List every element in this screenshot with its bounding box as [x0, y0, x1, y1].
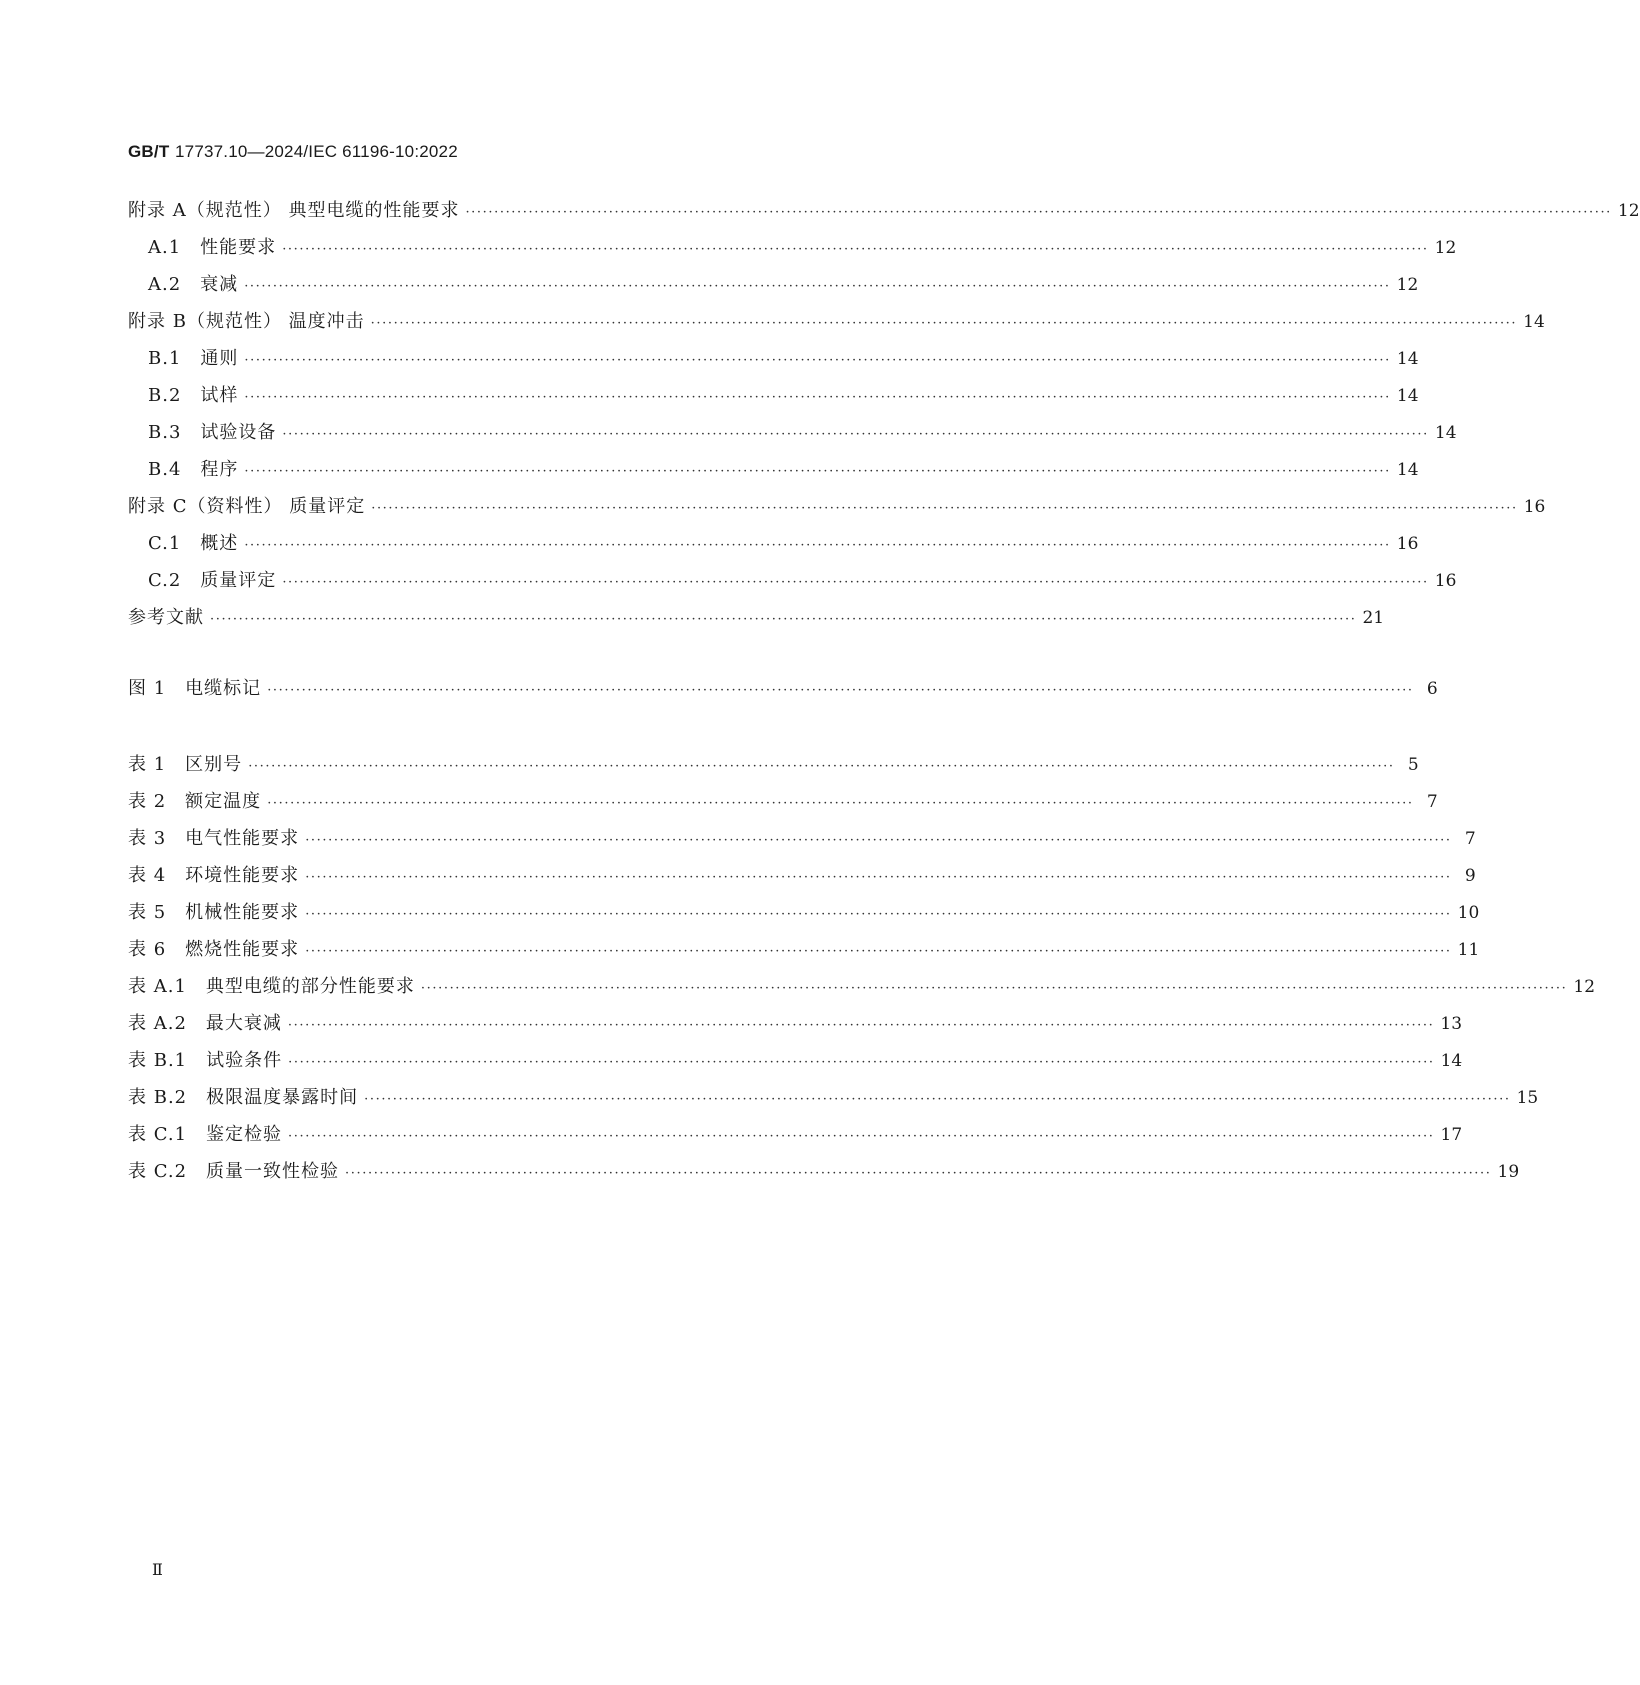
standard-number: 17737.10—2024/IEC 61196-10:2022 — [175, 142, 458, 161]
toc-leader-dots: ········································································································································································································ — [420, 981, 1568, 996]
toc-entry-title: 表 3 电气性能要求 — [128, 828, 300, 849]
toc-leader-dots: ········································································································································································································ — [305, 870, 1452, 885]
toc-entry[interactable] — [128, 898, 1480, 935]
toc-entry[interactable] — [128, 861, 1476, 898]
toc-entry-page: 14 — [1440, 1051, 1463, 1071]
toc-entry[interactable] — [128, 566, 1457, 603]
toc-entry-page: 14 — [1523, 312, 1545, 332]
toc-leader-dots: ········································································································································································································ — [244, 464, 1391, 479]
toc-leader-dots: ········································································································································································································ — [287, 1018, 1435, 1033]
toc-entry[interactable] — [128, 381, 1419, 418]
toc-entry-page: 7 — [1426, 792, 1438, 812]
toc-entry[interactable] — [128, 1120, 1463, 1157]
toc-leader-dots: ········································································································································································································ — [282, 575, 1429, 590]
toc-entry-title: 表 6 燃烧性能要求 — [128, 939, 300, 960]
toc-entry[interactable] — [128, 529, 1419, 566]
toc-entry[interactable] — [128, 1157, 1520, 1194]
toc-annex-list — [128, 196, 1640, 640]
toc-entry-page: 16 — [1434, 571, 1457, 591]
toc-entry[interactable] — [128, 270, 1419, 307]
toc-entry-title: 表 B.2 极限温度暴露时间 — [128, 1087, 359, 1108]
toc-entry-title: B.1 通则 — [148, 348, 239, 369]
toc-leader-dots: ········································································································································································································ — [465, 205, 1612, 220]
toc-entry-page: 14 — [1396, 386, 1419, 406]
toc-entry-title: 表 5 机械性能要求 — [128, 902, 300, 923]
toc-entry-page: 16 — [1396, 534, 1419, 554]
toc-entry-title: 图 1 电缆标记 — [128, 678, 262, 699]
toc-entry-title: 表 C.2 质量一致性检验 — [128, 1161, 340, 1182]
toc-entry-title: B.3 试验设备 — [148, 422, 277, 443]
toc-leader-dots: ········································································································································································································ — [282, 242, 1429, 257]
toc-entry-title: 表 4 环境性能要求 — [128, 865, 300, 886]
toc-leader-dots: ········································································································································································································ — [282, 427, 1429, 442]
toc-leader-dots: ········································································································································································································ — [210, 612, 1357, 627]
toc-entry[interactable] — [128, 1046, 1463, 1083]
toc-entry-page: 14 — [1396, 349, 1419, 369]
toc-entry-title: B.2 试样 — [148, 385, 239, 406]
toc-entry[interactable] — [128, 1083, 1539, 1120]
toc-leader-dots: ········································································································································································································ — [345, 1166, 1492, 1181]
toc-entry[interactable] — [128, 674, 1438, 711]
toc-leader-dots: ········································································································································································································ — [288, 1055, 1435, 1070]
toc-entry-title: A.2 衰减 — [148, 274, 239, 295]
toc-entry-title: B.4 程序 — [148, 459, 239, 480]
toc-entry-page: 17 — [1440, 1125, 1463, 1145]
toc-entry-title: C.2 质量评定 — [148, 570, 277, 591]
toc-entry-title: 表 B.1 试验条件 — [128, 1050, 283, 1071]
toc-tables-list — [128, 750, 1596, 1194]
toc-entry-page: 11 — [1457, 940, 1480, 960]
toc-leader-dots: ········································································································································································································ — [267, 796, 1414, 811]
toc-entry[interactable] — [128, 750, 1419, 787]
toc-entry[interactable] — [128, 307, 1545, 344]
toc-entry[interactable] — [128, 455, 1419, 492]
toc-entry[interactable] — [128, 603, 1385, 640]
toc-entry-page: 7 — [1464, 829, 1476, 849]
toc-entry-page: 6 — [1426, 679, 1438, 699]
toc-entry-title: 表 C.1 鉴定检验 — [128, 1124, 283, 1145]
toc-entry[interactable] — [128, 233, 1457, 270]
toc-entry-title: 表 A.2 最大衰减 — [128, 1013, 282, 1034]
toc-entry[interactable] — [128, 492, 1546, 529]
toc-entry-page: 12 — [1573, 977, 1596, 997]
toc-leader-dots: ········································································································································································································ — [305, 907, 1452, 922]
toc-leader-dots: ········································································································································································································ — [370, 316, 1518, 331]
toc-leader-dots: ········································································································································································································ — [364, 1092, 1511, 1107]
toc-entry-page: 15 — [1516, 1088, 1539, 1108]
toc-leader-dots: ········································································································································································································ — [305, 944, 1452, 959]
toc-entry-page: 19 — [1497, 1162, 1520, 1182]
toc-entry-title: 参考文献 — [128, 607, 204, 628]
toc-entry-title: 表 1 区别号 — [128, 754, 243, 775]
toc-entry-title: C.1 概述 — [148, 533, 239, 554]
toc-leader-dots: ········································································································································································································ — [244, 390, 1391, 405]
toc-leader-dots: ········································································································································································································ — [244, 538, 1391, 553]
toc-entry-page: 21 — [1362, 608, 1385, 628]
toc-entry-title: 表 A.1 典型电缆的部分性能要求 — [128, 976, 415, 997]
toc-entry[interactable] — [128, 418, 1457, 455]
toc-entry-page: 16 — [1523, 497, 1546, 517]
toc-entry[interactable] — [128, 344, 1419, 381]
toc-entry-page: 13 — [1440, 1014, 1463, 1034]
toc-entry-page: 14 — [1396, 460, 1419, 480]
toc-leader-dots: ········································································································································································································ — [371, 501, 1518, 516]
toc-leader-dots: ········································································································································································································ — [248, 759, 1395, 774]
standard-code: GB/T — [128, 142, 170, 161]
toc-leader-dots: ········································································································································································································ — [267, 683, 1414, 698]
toc-entry-page: 9 — [1464, 866, 1476, 886]
toc-leader-dots: ········································································································································································································ — [244, 353, 1391, 368]
toc-entry-page: 14 — [1434, 423, 1457, 443]
toc-entry-page: 12 — [1396, 275, 1419, 295]
toc-entry[interactable] — [128, 824, 1476, 861]
toc-entry-page: 12 — [1434, 238, 1457, 258]
toc-entry-page: 12 — [1617, 201, 1640, 221]
toc-entry[interactable] — [128, 787, 1438, 824]
page-number: Ⅱ — [152, 1560, 163, 1579]
toc-leader-dots: ········································································································································································································ — [288, 1129, 1435, 1144]
toc-entry-title: 表 2 额定温度 — [128, 791, 262, 812]
toc-entry[interactable] — [128, 1009, 1463, 1046]
toc-entry[interactable] — [128, 196, 1640, 233]
toc-entry-title: A.1 性能要求 — [148, 237, 277, 258]
toc-leader-dots: ········································································································································································································ — [244, 279, 1391, 294]
toc-leader-dots: ········································································································································································································ — [305, 833, 1452, 848]
toc-entry[interactable] — [128, 935, 1480, 972]
toc-entry-page: 5 — [1407, 755, 1419, 775]
toc-entry-title: 附录 C（资料性） 质量评定 — [128, 496, 366, 517]
toc-entry-page: 10 — [1457, 903, 1480, 923]
toc-entry-title: 附录 A（规范性） 典型电缆的性能要求 — [128, 200, 460, 221]
toc-entry[interactable] — [128, 972, 1596, 1009]
toc-entry-title: 附录 B（规范性） 温度冲击 — [128, 311, 365, 332]
toc-figures-list — [128, 674, 1438, 711]
document-header — [128, 142, 458, 162]
